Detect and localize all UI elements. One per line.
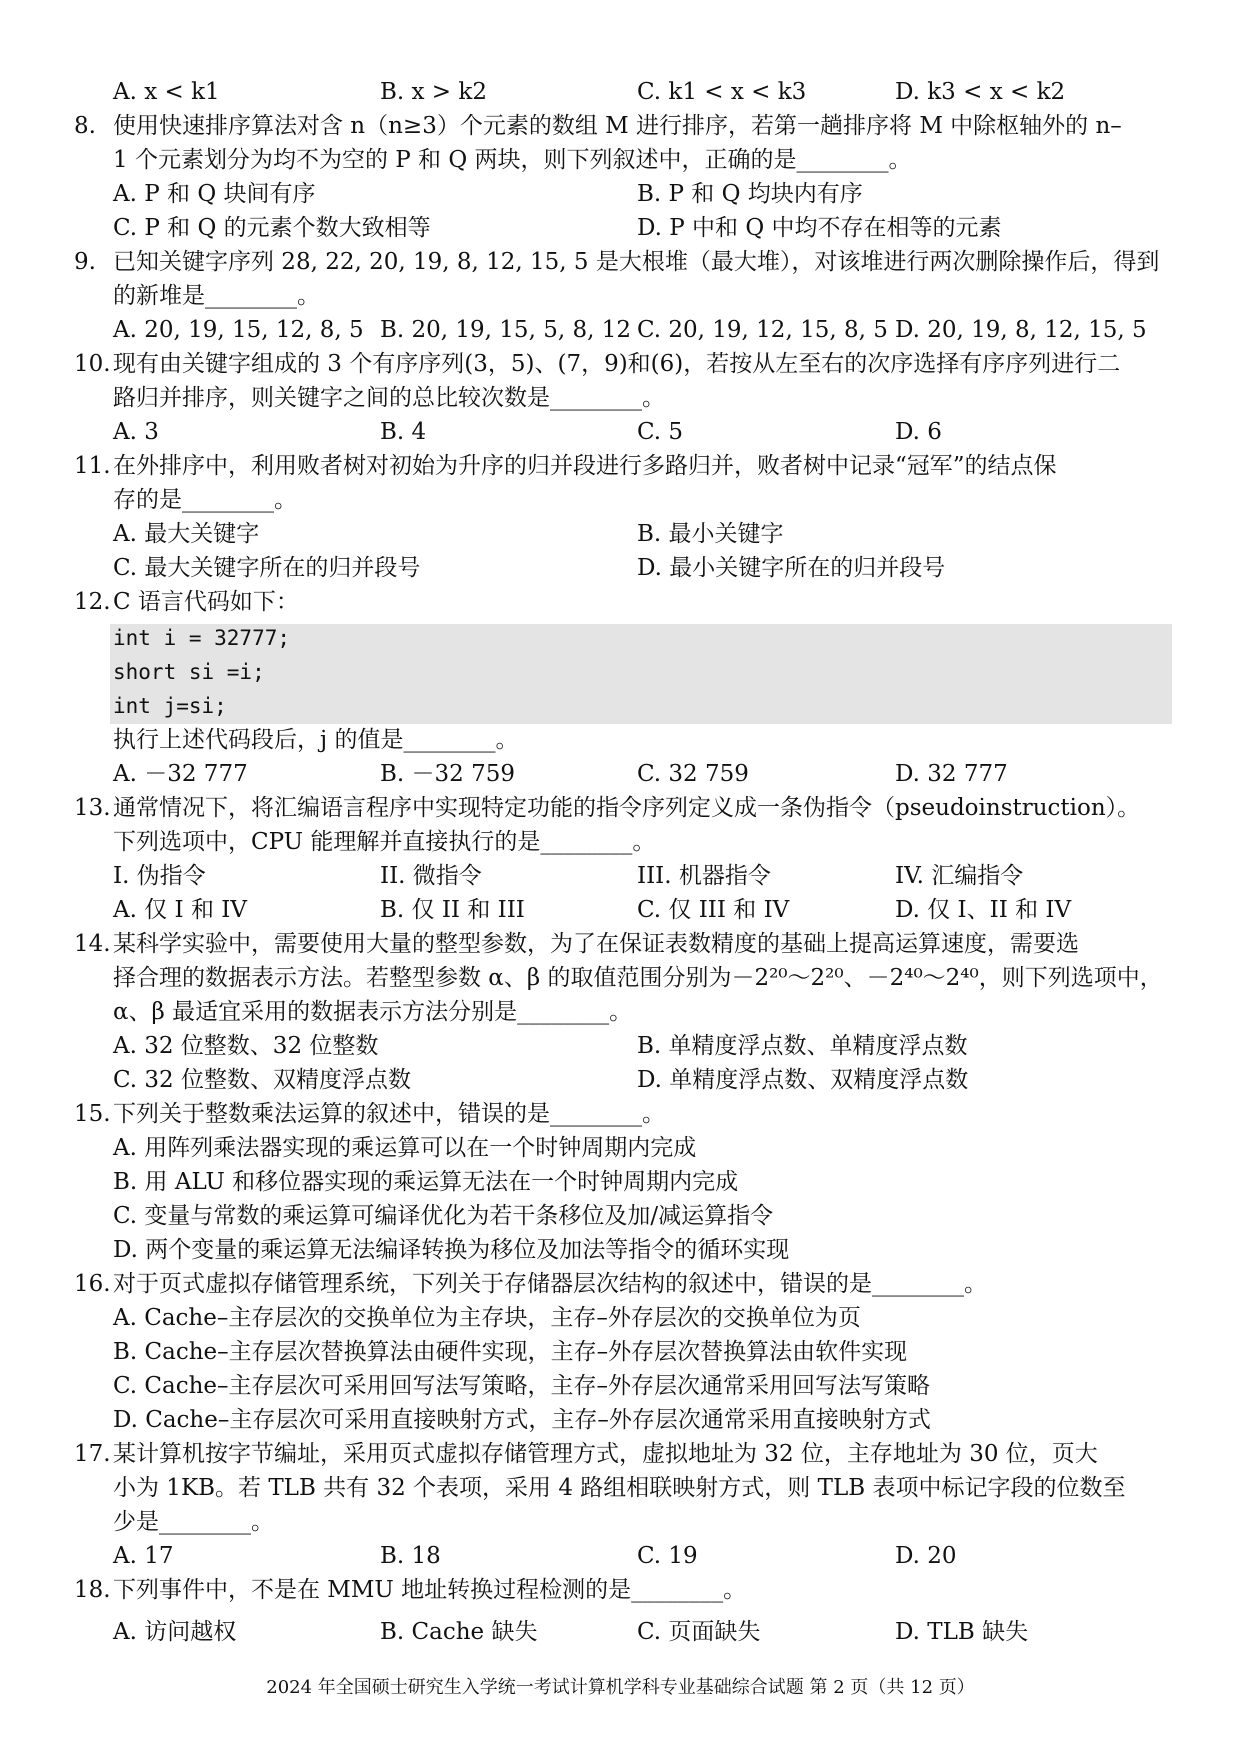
q13-item: II. 微指令	[380, 863, 482, 889]
q8-number: 8.	[74, 113, 96, 139]
q12-option-b: B. －32 759	[380, 761, 516, 787]
q13-stem-line: 通常情况下，将汇编语言程序中实现特定功能的指令序列定义成一条伪指令（pseudoinstruction）。	[113, 795, 1141, 821]
q15-option-d: D. 两个变量的乘运算无法编译转换为移位及加法等指令的循环实现	[113, 1237, 790, 1263]
q7-option-c: C. k1 < x < k3	[637, 79, 807, 105]
q11-stem-line: 存的是________。	[113, 487, 297, 513]
q9-stem-line: 的新堆是________。	[113, 283, 320, 309]
q14-option-a: A. 32 位整数、32 位整数	[113, 1033, 379, 1059]
q18-option-d: D. TLB 缺失	[895, 1619, 1029, 1645]
code-line: int i = 32777;	[113, 626, 291, 650]
q12-stem-line: C 语言代码如下：	[113, 589, 299, 615]
q14-option-b: B. 单精度浮点数、单精度浮点数	[637, 1033, 968, 1059]
code-line: short si =i;	[113, 660, 265, 684]
q17-option-c: C. 19	[637, 1543, 698, 1569]
q10-option-b: B. 4	[380, 419, 427, 445]
q13-item: IV. 汇编指令	[895, 863, 1024, 889]
q13-option-c: C. 仅 III 和 IV	[637, 897, 790, 923]
q9-option-a: A. 20, 19, 15, 12, 8, 5	[113, 317, 364, 343]
q12-after-code: 执行上述代码段后，j 的值是________。	[113, 727, 519, 753]
q16-stem-line: 对于页式虚拟存储管理系统，下列关于存储器层次结构的叙述中，错误的是________。	[113, 1271, 987, 1297]
q7-option-b: B. x > k2	[380, 79, 487, 105]
q14-stem-line: 择合理的数据表示方法。若整型参数 α、β 的取值范围分别为－2²⁰～2²⁰、－2⁴⁰～2⁴⁰，则下列选项中，	[113, 965, 1163, 991]
q15-option-c: C. 变量与常数的乘运算可编译优化为若干条移位及加/减运算指令	[113, 1203, 774, 1229]
q11-number: 11.	[74, 453, 111, 479]
q8-stem-line: 1 个元素划分为均不为空的 P 和 Q 两块，则下列叙述中，正确的是________。	[113, 147, 912, 173]
q9-option-d: D. 20, 19, 8, 12, 15, 5	[895, 317, 1147, 343]
q15-option-a: A. 用阵列乘法器实现的乘运算可以在一个时钟周期内完成	[113, 1135, 697, 1161]
q13-option-b: B. 仅 II 和 III	[380, 897, 525, 923]
q18-option-c: C. 页面缺失	[637, 1619, 761, 1645]
q10-stem-line: 现有由关键字组成的 3 个有序序列(3，5)、(7，9)和(6)，若按从左至右的次序选择有序序列进行二	[113, 351, 1121, 377]
q8-option-d: D. P 中和 Q 中均不存在相等的元素	[637, 215, 1002, 241]
q9-number: 9.	[74, 249, 96, 275]
q15-option-b: B. 用 ALU 和移位器实现的乘运算无法在一个时钟周期内完成	[113, 1169, 739, 1195]
q8-option-c: C. P 和 Q 的元素个数大致相等	[113, 215, 431, 241]
q16-option-c: C. Cache–主存层次可采用回写法写策略，主存–外存层次通常采用回写法写策略	[113, 1373, 931, 1399]
q10-number: 10.	[74, 351, 111, 377]
q13-number: 13.	[74, 795, 111, 821]
q17-option-a: A. 17	[113, 1543, 174, 1569]
q18-option-a: A. 访问越权	[113, 1619, 237, 1645]
q7-option-a: A. x < k1	[113, 79, 220, 105]
q18-stem-line: 下列事件中，不是在 MMU 地址转换过程检测的是________。	[113, 1577, 747, 1603]
q17-stem-line: 少是________。	[113, 1509, 274, 1535]
q11-stem-line: 在外排序中，利用败者树对初始为升序的归并段进行多路归并，败者树中记录“冠军”的结点保	[113, 453, 1057, 479]
q16-option-b: B. Cache–主存层次替换算法由硬件实现，主存–外存层次替换算法由软件实现	[113, 1339, 908, 1365]
q13-option-d: D. 仅 I、II 和 IV	[895, 897, 1072, 923]
q11-option-c: C. 最大关键字所在的归并段号	[113, 555, 421, 581]
q12-number: 12.	[74, 589, 111, 615]
q7-option-d: D. k3 < x < k2	[895, 79, 1066, 105]
q16-option-a: A. Cache–主存层次的交换单位为主存块，主存–外存层次的交换单位为页	[113, 1305, 861, 1331]
q10-option-d: D. 6	[895, 419, 942, 445]
q14-option-d: D. 单精度浮点数、双精度浮点数	[637, 1067, 969, 1093]
q14-stem-line: 某科学实验中，需要使用大量的整型参数，为了在保证表数精度的基础上提高运算速度，需要选	[113, 931, 1079, 957]
q14-option-c: C. 32 位整数、双精度浮点数	[113, 1067, 411, 1093]
q8-stem-line: 使用快速排序算法对含 n（n≥3）个元素的数组 M 进行排序，若第一趟排序将 M 中除枢轴外的 n–	[113, 113, 1122, 139]
q11-option-b: B. 最小关键字	[637, 521, 784, 547]
q17-option-b: B. 18	[380, 1543, 441, 1569]
q11-option-d: D. 最小关键字所在的归并段号	[637, 555, 946, 581]
q12-option-a: A. －32 777	[113, 761, 248, 787]
q9-option-c: C. 20, 19, 12, 15, 8, 5	[637, 317, 888, 343]
q10-option-c: C. 5	[637, 419, 684, 445]
q17-stem-line: 某计算机按字节编址，采用页式虚拟存储管理方式，虚拟地址为 32 位，主存地址为 30 位，页大	[113, 1441, 1098, 1467]
q17-stem-line: 小为 1KB。若 TLB 共有 32 个表项，采用 4 路组相联映射方式，则 TLB 表项中标记字段的位数至	[113, 1475, 1126, 1501]
q18-number: 18.	[74, 1577, 111, 1603]
q13-stem-line: 下列选项中，CPU 能理解并直接执行的是________。	[113, 829, 656, 855]
page-footer: 2024 年全国硕士研究生入学统一考试计算机学科专业基础综合试题 第 2 页（共 12 页）	[266, 1677, 975, 1698]
q14-number: 14.	[74, 931, 111, 957]
q9-option-b: B. 20, 19, 15, 5, 8, 12	[380, 317, 631, 343]
q17-number: 17.	[74, 1441, 111, 1467]
q8-option-b: B. P 和 Q 均块内有序	[637, 181, 863, 207]
q10-option-a: A. 3	[113, 419, 159, 445]
q12-option-d: D. 32 777	[895, 761, 1008, 787]
q9-stem-line: 已知关键字序列 28, 22, 20, 19, 8, 12, 15, 5 是大根堆（最大堆），对该堆进行两次删除操作后，得到	[113, 249, 1160, 275]
q8-option-a: A. P 和 Q 块间有序	[113, 181, 316, 207]
q15-stem-line: 下列关于整数乘法运算的叙述中，错误的是________。	[113, 1101, 665, 1127]
q15-number: 15.	[74, 1101, 111, 1127]
code-line: int j=si;	[113, 694, 227, 718]
q16-option-d: D. Cache–主存层次可采用直接映射方式，主存–外存层次通常采用直接映射方式	[113, 1407, 931, 1433]
q13-item: I. 伪指令	[113, 863, 206, 889]
q11-option-a: A. 最大关键字	[113, 521, 260, 547]
q13-option-a: A. 仅 I 和 IV	[113, 897, 247, 923]
q12-option-c: C. 32 759	[637, 761, 749, 787]
q14-stem-line: α、β 最适宜采用的数据表示方法分别是________。	[113, 999, 633, 1025]
q17-option-d: D. 20	[895, 1543, 957, 1569]
q16-number: 16.	[74, 1271, 111, 1297]
q13-item: III. 机器指令	[637, 863, 771, 889]
q18-option-b: B. Cache 缺失	[380, 1619, 538, 1645]
q10-stem-line: 路归并排序，则关键字之间的总比较次数是________。	[113, 385, 665, 411]
